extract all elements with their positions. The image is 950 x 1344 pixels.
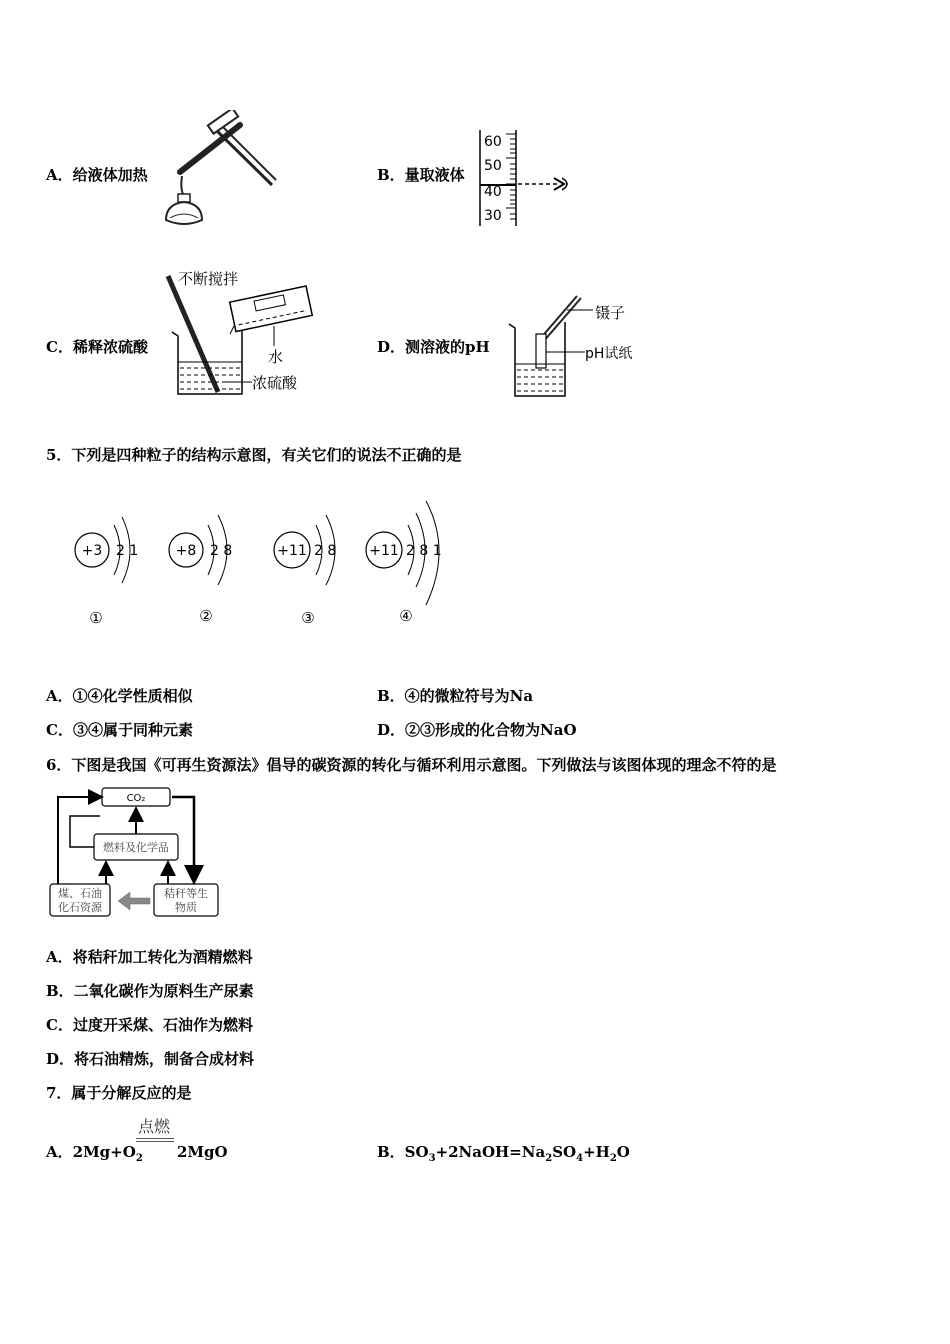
- q5-option-a: A．①④化学性质相似: [46, 687, 193, 705]
- water-label: 水: [268, 348, 284, 366]
- atom-2-nucleus: +8: [175, 543, 197, 559]
- atom-2-number: ②: [199, 607, 213, 625]
- q4-option-b: B．量取液体: [377, 166, 465, 184]
- q4-option-d: D．测溶液的pH: [377, 338, 490, 356]
- cylinder-tick-40: 40: [484, 184, 502, 200]
- cylinder-tick-50: 50: [484, 158, 502, 174]
- ph-paper-label: pH试纸: [585, 346, 633, 362]
- q4-option-a: A．给液体加热: [46, 166, 148, 184]
- cylinder-tick-30: 30: [484, 208, 502, 224]
- equation-bar-1: [136, 1138, 174, 1139]
- cylinder-tick-60: 60: [484, 134, 502, 150]
- q6-option-c: C．过度开采煤、石油作为燃料: [46, 1016, 253, 1034]
- heating-liquid-figure: [160, 110, 280, 235]
- co2-label: CO₂: [126, 793, 146, 804]
- q7-b-part-4: +H: [583, 1143, 610, 1161]
- q5-option-c: C．③④属于同种元素: [46, 721, 193, 739]
- atom-2: [169, 515, 232, 625]
- q7-option-a-product: 2MgO: [177, 1143, 228, 1161]
- atom-3-number: ③: [301, 609, 315, 627]
- q7-stem: 7．属于分解反应的是: [46, 1084, 192, 1102]
- atom-1: [75, 517, 138, 627]
- q6-stem: 6．下图是我国《可再生资源法》倡导的碳资源的转化与循环利用示意图。下列做法与该图体现的理念不符的是: [46, 756, 777, 774]
- q7-reaction-condition: 点燃: [138, 1117, 171, 1136]
- atom-3: [274, 515, 336, 627]
- atom-4-nucleus: +11: [369, 543, 399, 559]
- q7-b-part-1: B．SO: [377, 1143, 429, 1161]
- ph-test-figure: [505, 290, 645, 400]
- q7-option-b: [377, 1143, 630, 1168]
- atom-1-number: ①: [89, 609, 103, 627]
- fossil-label-2: 化石资源: [58, 901, 102, 914]
- atom-4: [366, 501, 442, 625]
- q7-b-sub-2: 2: [545, 1153, 553, 1164]
- carbon-cycle-diagram: [46, 786, 222, 920]
- q6-option-a: A．将秸秆加工转化为酒精燃料: [46, 948, 253, 966]
- q5-option-b: B．④的微粒符号为Na: [377, 687, 534, 705]
- q7-b-sub-4: 2: [609, 1153, 617, 1164]
- fossil-label-1: 煤、石油: [58, 887, 102, 900]
- q7-b-part-5: O: [616, 1143, 630, 1161]
- atom-structure-figure: [60, 495, 480, 635]
- atom-1-shells: 2 1: [116, 543, 139, 559]
- q7-b-part-2: +2NaOH=Na: [435, 1143, 546, 1161]
- biomass-label-2: 物质: [175, 901, 197, 914]
- atom-4-number: ④: [399, 607, 413, 625]
- atom-2-shells: 2 8: [210, 543, 233, 559]
- q6-option-d: D．将石油精炼，制备合成材料: [46, 1050, 255, 1068]
- atom-1-nucleus: +3: [81, 543, 103, 559]
- q7-option-a: [46, 1143, 143, 1168]
- q5-option-d: D．②③形成的化合物为NaO: [377, 721, 577, 739]
- stir-label: 不断搅拌: [178, 270, 239, 288]
- q7-a-subscript: 2: [135, 1153, 143, 1164]
- cylinder-reading-figure: [476, 128, 586, 228]
- q4-option-c: C．稀释浓硫酸: [46, 338, 148, 356]
- q7-b-part-3: SO: [552, 1143, 577, 1161]
- diluting-acid-figure: [160, 264, 320, 400]
- q7-a-reactants: A．2Mg+O: [46, 1143, 136, 1161]
- atom-4-shells: 2 8 1: [406, 543, 442, 559]
- q6-option-b: B．二氧化碳作为原料生产尿素: [46, 982, 254, 1000]
- fuel-label: 燃料及化学品: [103, 841, 169, 854]
- q5-stem: 5．下列是四种粒子的结构示意图，有关它们的说法不正确的是: [46, 446, 462, 464]
- atom-3-shells: 2 8: [314, 543, 337, 559]
- q7-b-sub-3: 4: [576, 1153, 584, 1164]
- equation-bar-2: [136, 1141, 174, 1142]
- tweezers-label: 镊子: [595, 304, 626, 322]
- atom-3-nucleus: +11: [277, 543, 307, 559]
- q7-b-sub-1: 3: [428, 1153, 436, 1164]
- biomass-label-1: 秸秆等生: [164, 887, 208, 900]
- acid-label: 浓硫酸: [252, 374, 298, 392]
